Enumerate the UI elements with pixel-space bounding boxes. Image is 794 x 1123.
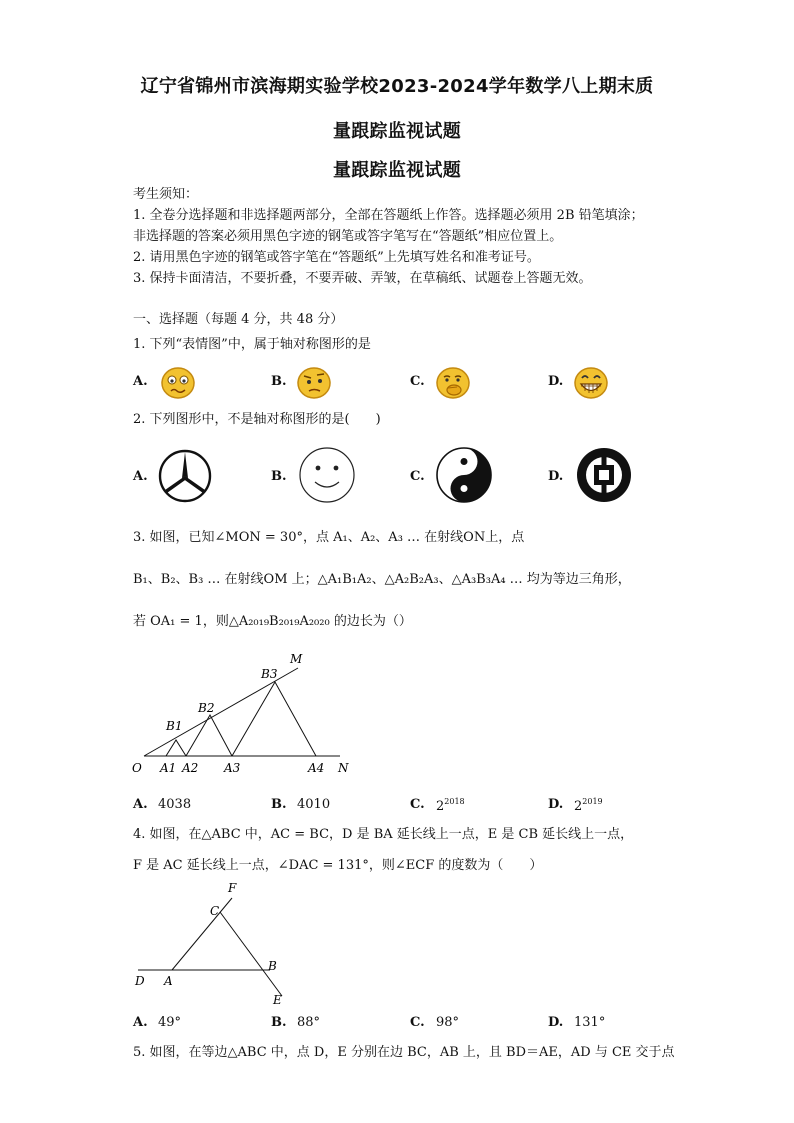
triangle-3	[232, 682, 316, 756]
label-f: F	[228, 881, 237, 895]
label-b: B	[268, 959, 277, 973]
label-b1: B1	[166, 719, 183, 733]
q4-option-a-value: 49°	[158, 1015, 182, 1030]
confused-face-icon	[296, 366, 332, 400]
notice-line-4: 3. 保持卡面清洁，不要折叠，不要弄破、弄皱，在草稿纸、试题卷上答题无效。	[133, 271, 592, 286]
line-af	[172, 898, 232, 970]
label-a: A	[164, 974, 173, 988]
q3-line-3: 若 OA₁ = 1，则△A₂₀₁₉B₂₀₁₉A₂₀₂₀ 的边长为（）	[133, 614, 412, 629]
notice-heading: 考生须知：	[133, 187, 199, 202]
three-pointed-star-logo-icon	[157, 448, 213, 504]
q3-option-b: B.	[271, 797, 287, 812]
label-c: C	[210, 904, 220, 918]
notice-line-3: 2. 请用黑色字迹的钢笔或答字笔在“答题纸”上先填写姓名和准考证号。	[133, 250, 540, 265]
label-d: D	[135, 974, 145, 988]
label-b2: B2	[198, 701, 215, 715]
label-a3: A3	[224, 761, 241, 775]
q3-line-2: B₁、B₂、B₃ … 在射线OM 上；△A₁B₁A₂、△A₂B₂A₃、△A₃B₃A₄ … 均为等边三角形，	[133, 572, 631, 587]
q2-option-d: D.	[548, 469, 564, 484]
exam-title-line2: 量跟踪监视试题	[332, 121, 462, 142]
q1-option-d: D.	[548, 374, 564, 389]
q2-option-c: C.	[410, 469, 425, 484]
q4-option-d: D.	[548, 1015, 564, 1030]
worried-face-icon	[160, 366, 196, 400]
exam-title-line1: 辽宁省锦州市滨海期实验学校2023-2024学年数学八上期末质	[140, 76, 654, 97]
triangle-1	[166, 740, 186, 756]
exam-title-line3: 量跟踪监视试题	[332, 160, 462, 181]
q4-geometry-figure	[130, 878, 300, 1010]
bank-coin-logo-icon	[575, 446, 633, 504]
label-b3: B3	[261, 667, 278, 681]
label-a4: A4	[308, 761, 325, 775]
smiley-circle-icon	[298, 446, 356, 504]
grinning-face-icon	[573, 366, 609, 400]
q4-option-c-value: 98°	[436, 1015, 460, 1030]
q3-geometry-figure	[130, 648, 360, 778]
q1-option-a: A.	[133, 374, 148, 389]
section-heading: 一、选择题（每题 4 分，共 48 分）	[133, 312, 344, 327]
q3-option-a: A.	[133, 797, 148, 812]
q3-option-b-value: 4010	[297, 797, 331, 812]
q4-line-2: F 是 AC 延长线上一点，∠DAC = 131°，则∠ECF 的度数为（ ）	[133, 858, 543, 873]
q3-option-c-value: $2^{2018}$	[436, 797, 465, 814]
yin-yang-icon	[435, 446, 493, 504]
label-e: E	[273, 993, 282, 1007]
q3-line-1: 3. 如图，已知∠MON = 30°，点 A₁、A₂、A₃ … 在射线ON上，点	[133, 530, 525, 545]
label-o: O	[132, 761, 142, 775]
label-a2: A2	[182, 761, 199, 775]
q4-line-1: 4. 如图，在△ABC 中，AC = BC，D 是 BA 延长线上一点，E 是 CB 延长线上一点，	[133, 827, 634, 842]
q2-option-b: B.	[271, 469, 287, 484]
q4-option-c: C.	[410, 1015, 425, 1030]
label-n: N	[338, 761, 349, 775]
thinking-face-icon	[435, 366, 471, 400]
line-ce	[220, 912, 282, 996]
q3-option-d-value: $2^{2019}$	[574, 797, 603, 814]
q4-option-b-value: 88°	[297, 1015, 321, 1030]
q3-option-a-value: 4038	[158, 797, 192, 812]
q1-option-c: C.	[410, 374, 425, 389]
q3-option-d: D.	[548, 797, 564, 812]
notice-line-2: 非选择题的答案必须用黑色字迹的钢笔或答字笔写在“答题纸”相应位置上。	[133, 229, 563, 244]
q5-line-1: 5. 如图，在等边△ABC 中，点 D，E 分别在边 BC，AB 上，且 BD＝AE，AD 与 CE 交于点	[133, 1045, 675, 1060]
label-m: M	[290, 652, 303, 666]
q4-option-b: B.	[271, 1015, 287, 1030]
q4-option-d-value: 131°	[574, 1015, 606, 1030]
q1-option-b: B.	[271, 374, 287, 389]
q1-stem: 1. 下列“表情图”中，属于轴对称图形的是	[133, 337, 371, 352]
q2-stem: 2. 下列图形中，不是轴对称图形的是( )	[133, 412, 381, 427]
notice-line-1: 1. 全卷分选择题和非选择题两部分，全部在答题纸上作答。选择题必须用 2B 铅笔填涂；	[133, 208, 644, 223]
q3-option-c: C.	[410, 797, 425, 812]
label-a1: A1	[160, 761, 177, 775]
q4-option-a: A.	[133, 1015, 148, 1030]
triangle-2	[186, 715, 232, 756]
q2-option-a: A.	[133, 469, 148, 484]
